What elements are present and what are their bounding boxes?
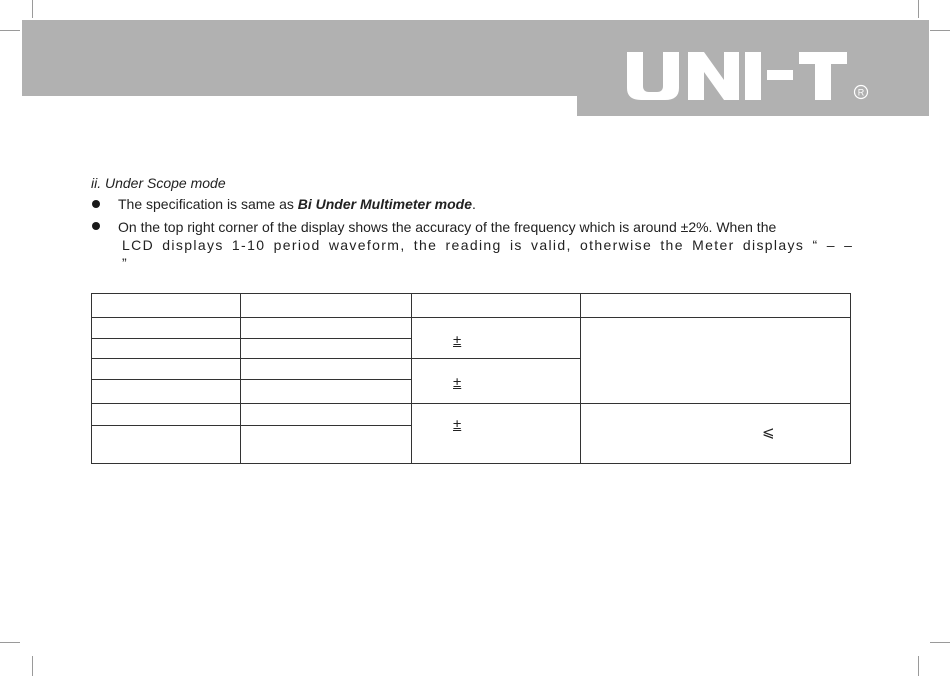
- bullet-dot: [92, 200, 100, 208]
- bullet-text-line2: LCD displays 1-10 period waveform, the reading is valid, otherwise the Meter displays “ – – ”: [122, 237, 854, 271]
- svg-text:R: R: [857, 87, 865, 98]
- brand-logo-graphic: [622, 46, 872, 106]
- crop-mark-bottom-right-vertical: [918, 656, 919, 676]
- plus-minus-symbol: ±: [453, 332, 462, 349]
- crop-mark-bottom-right-horizontal: [930, 642, 950, 643]
- crop-mark-top-left-vertical: [32, 0, 33, 18]
- bullet-dot: [92, 222, 100, 230]
- bullet-item: [118, 218, 858, 272]
- bullet-text-prefix: The specification is same as: [118, 196, 298, 212]
- section-title: ii. Under Scope mode: [91, 175, 226, 191]
- plus-minus-symbol: ±: [453, 416, 462, 433]
- crop-mark-top-left-horizontal: [0, 30, 20, 31]
- crop-mark-top-right-vertical: [918, 0, 919, 18]
- spec-table: [91, 293, 851, 464]
- bullet-text-line1: On the top right corner of the display shows the accuracy of the frequency which is around ±2%. When the: [118, 219, 777, 235]
- crop-mark-top-right-horizontal: [930, 30, 950, 31]
- table-border: [92, 294, 851, 464]
- crop-mark-bottom-left-horizontal: [0, 642, 20, 643]
- crop-mark-bottom-left-vertical: [32, 656, 33, 676]
- less-equal-symbol: ⩽: [762, 424, 775, 441]
- bullet-text-suffix: .: [472, 196, 476, 212]
- bullet-item: [118, 196, 476, 212]
- bullet-text-emphasis: Bi Under Multimeter mode: [297, 196, 472, 212]
- brand-logo: [622, 46, 872, 106]
- plus-minus-symbol: ±: [453, 374, 462, 391]
- spec-table-grid: [91, 293, 851, 464]
